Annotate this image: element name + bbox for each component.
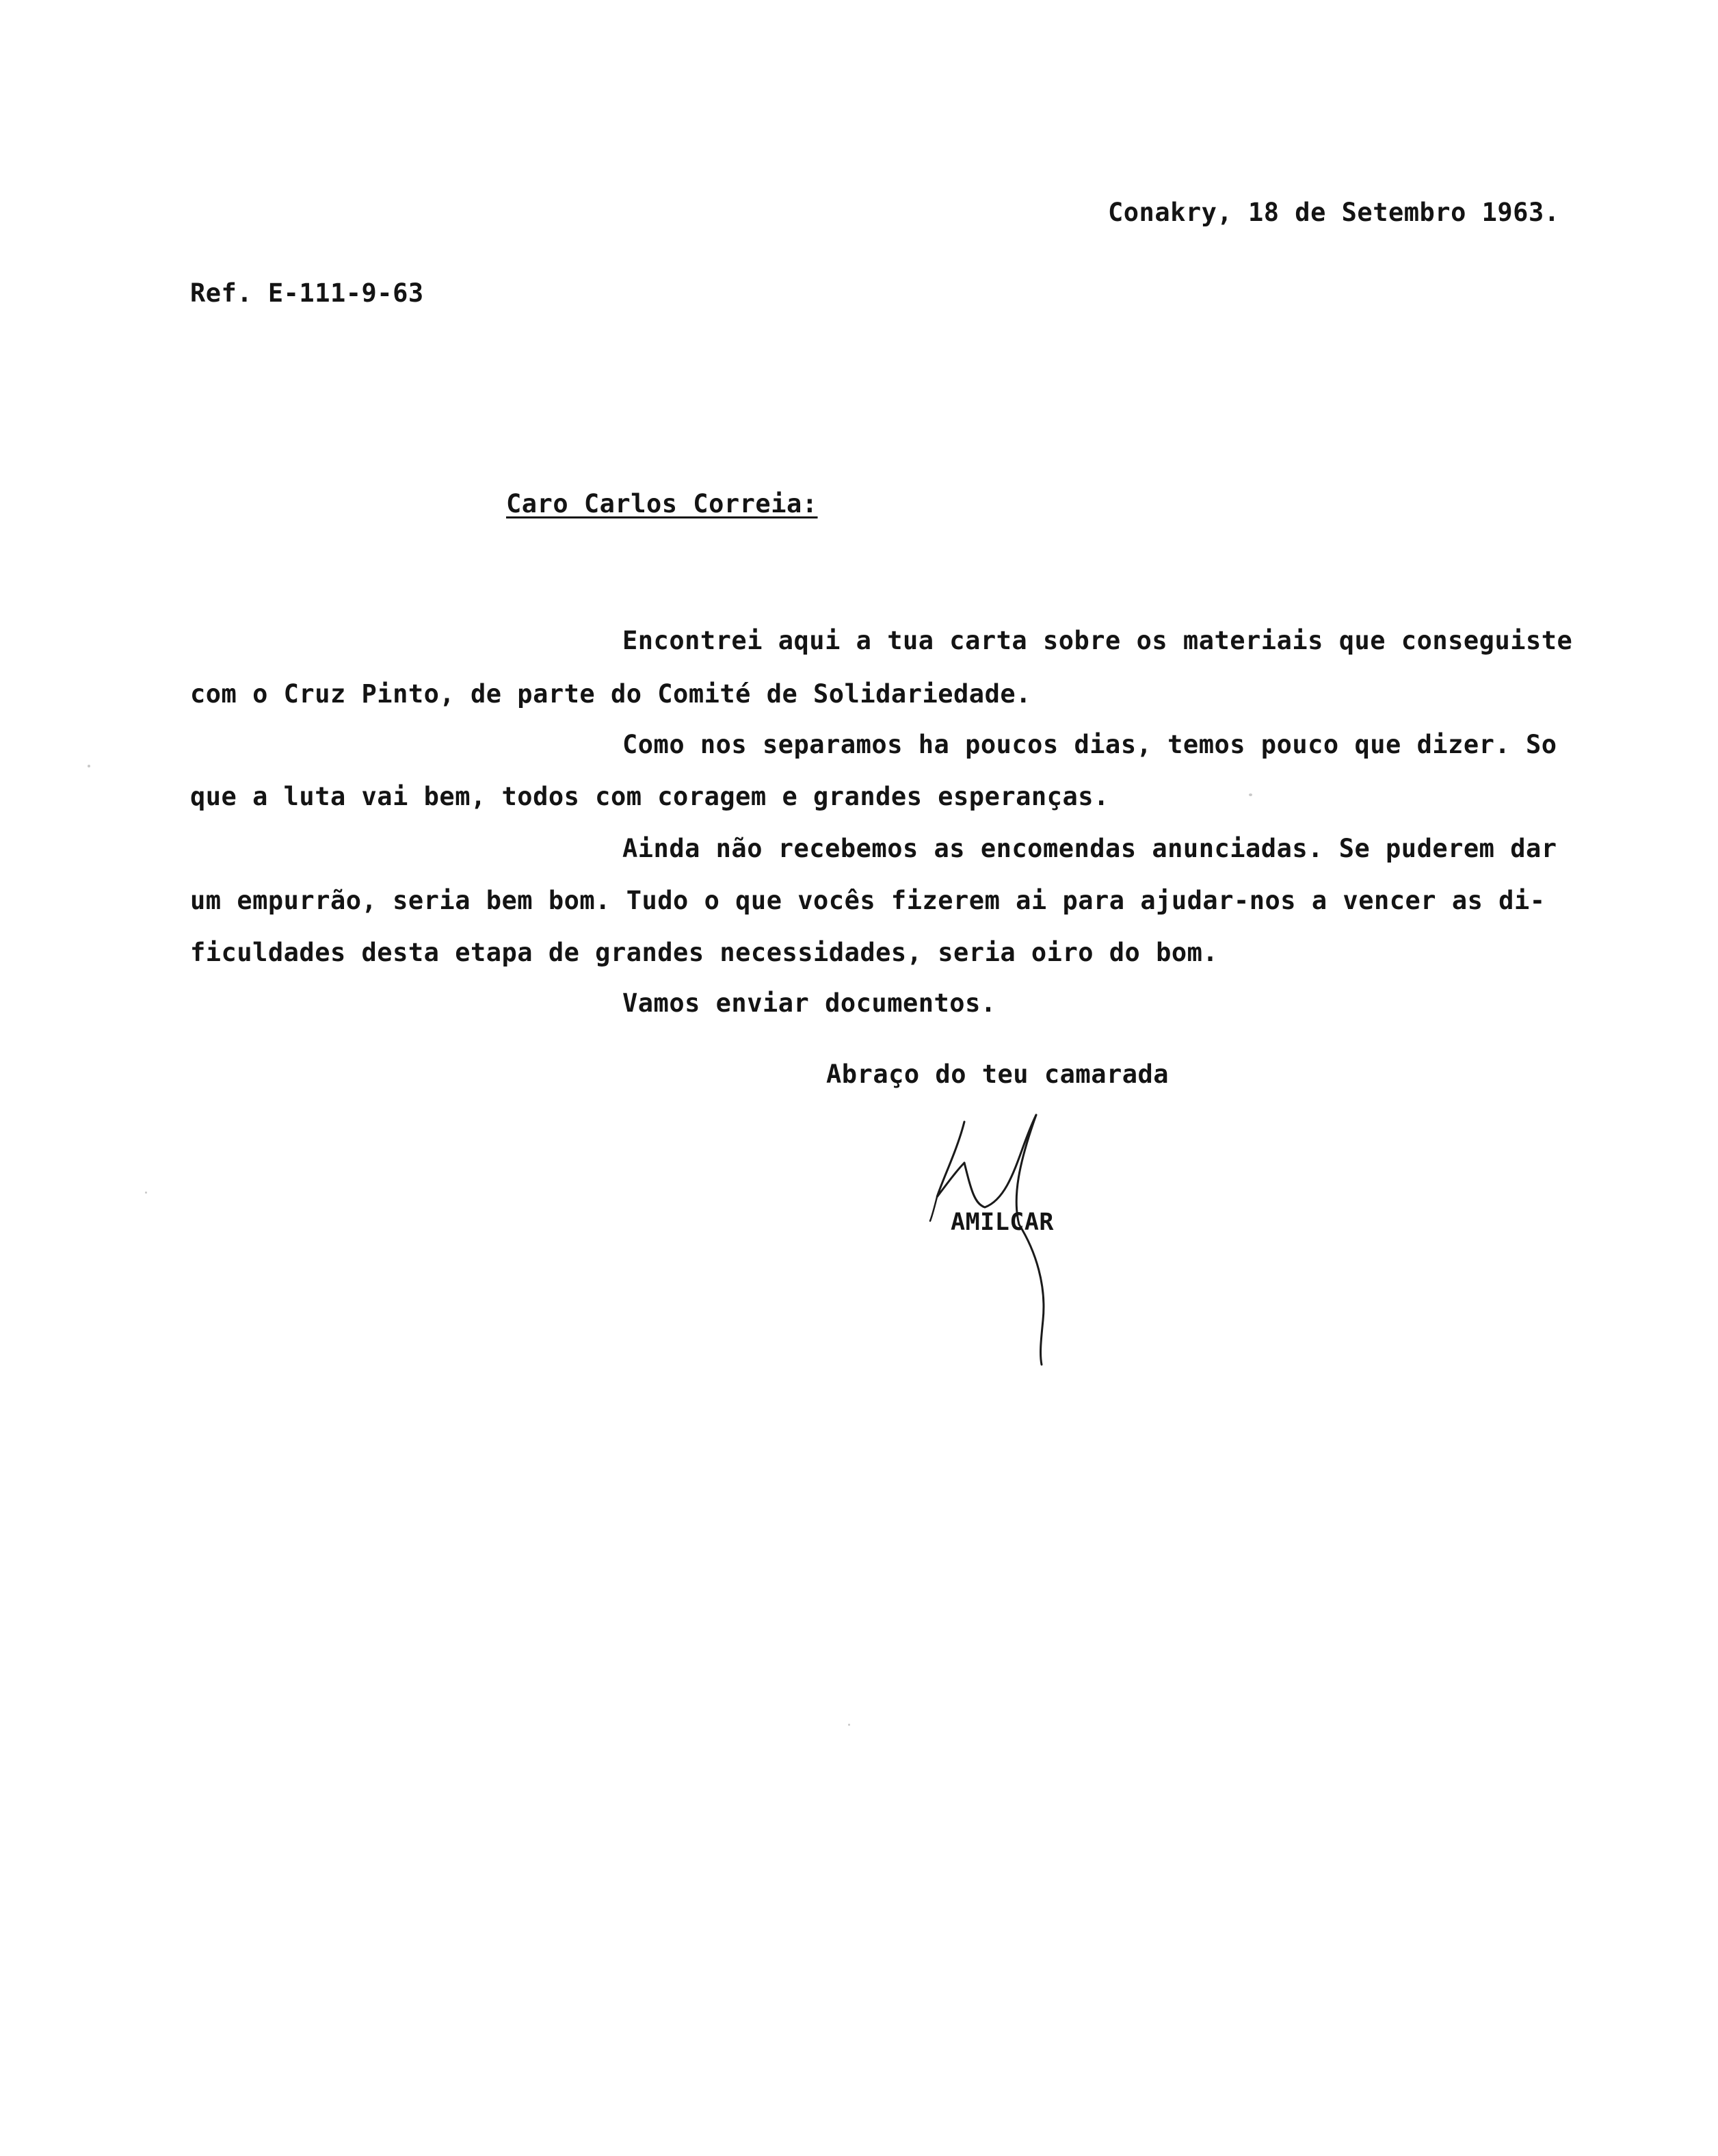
- body-line: que a luta vai bem, todos com coragem e grandes esperanças.: [190, 782, 1109, 811]
- closing-line: Abraço do teu camarada: [826, 1060, 1169, 1089]
- signature-name: AMILCAR: [951, 1209, 1055, 1236]
- body-line: Ainda não recebemos as encomendas anunciadas. Se puderem dar: [622, 834, 1557, 863]
- body-line: Encontrei aqui a tua carta sobre os materiais que conseguiste: [622, 626, 1573, 655]
- body-line: Como nos separamos ha poucos dias, temos pouco que dizer. So: [622, 730, 1557, 759]
- reference-number: Ref. E-111-9-63: [190, 278, 424, 308]
- body-line: um empurrão, seria bem bom. Tudo o que vocês fizerem ai para ajudar-nos a vencer as di-: [190, 886, 1546, 915]
- salutation: Caro Carlos Correia:: [506, 489, 818, 518]
- body-line: Vamos enviar documentos.: [622, 988, 996, 1018]
- paper-speck: [848, 1724, 850, 1726]
- body-line: ficuldades desta etapa de grandes necessidades, seria oiro do bom.: [190, 938, 1219, 967]
- paper-speck: [88, 765, 90, 767]
- body-line: com o Cruz Pinto, de parte do Comité de Solidariedade.: [190, 679, 1031, 709]
- paper-speck: [145, 1192, 147, 1194]
- paper-speck: [1249, 793, 1252, 796]
- date-line: Conakry, 18 de Setembro 1963.: [1108, 198, 1560, 227]
